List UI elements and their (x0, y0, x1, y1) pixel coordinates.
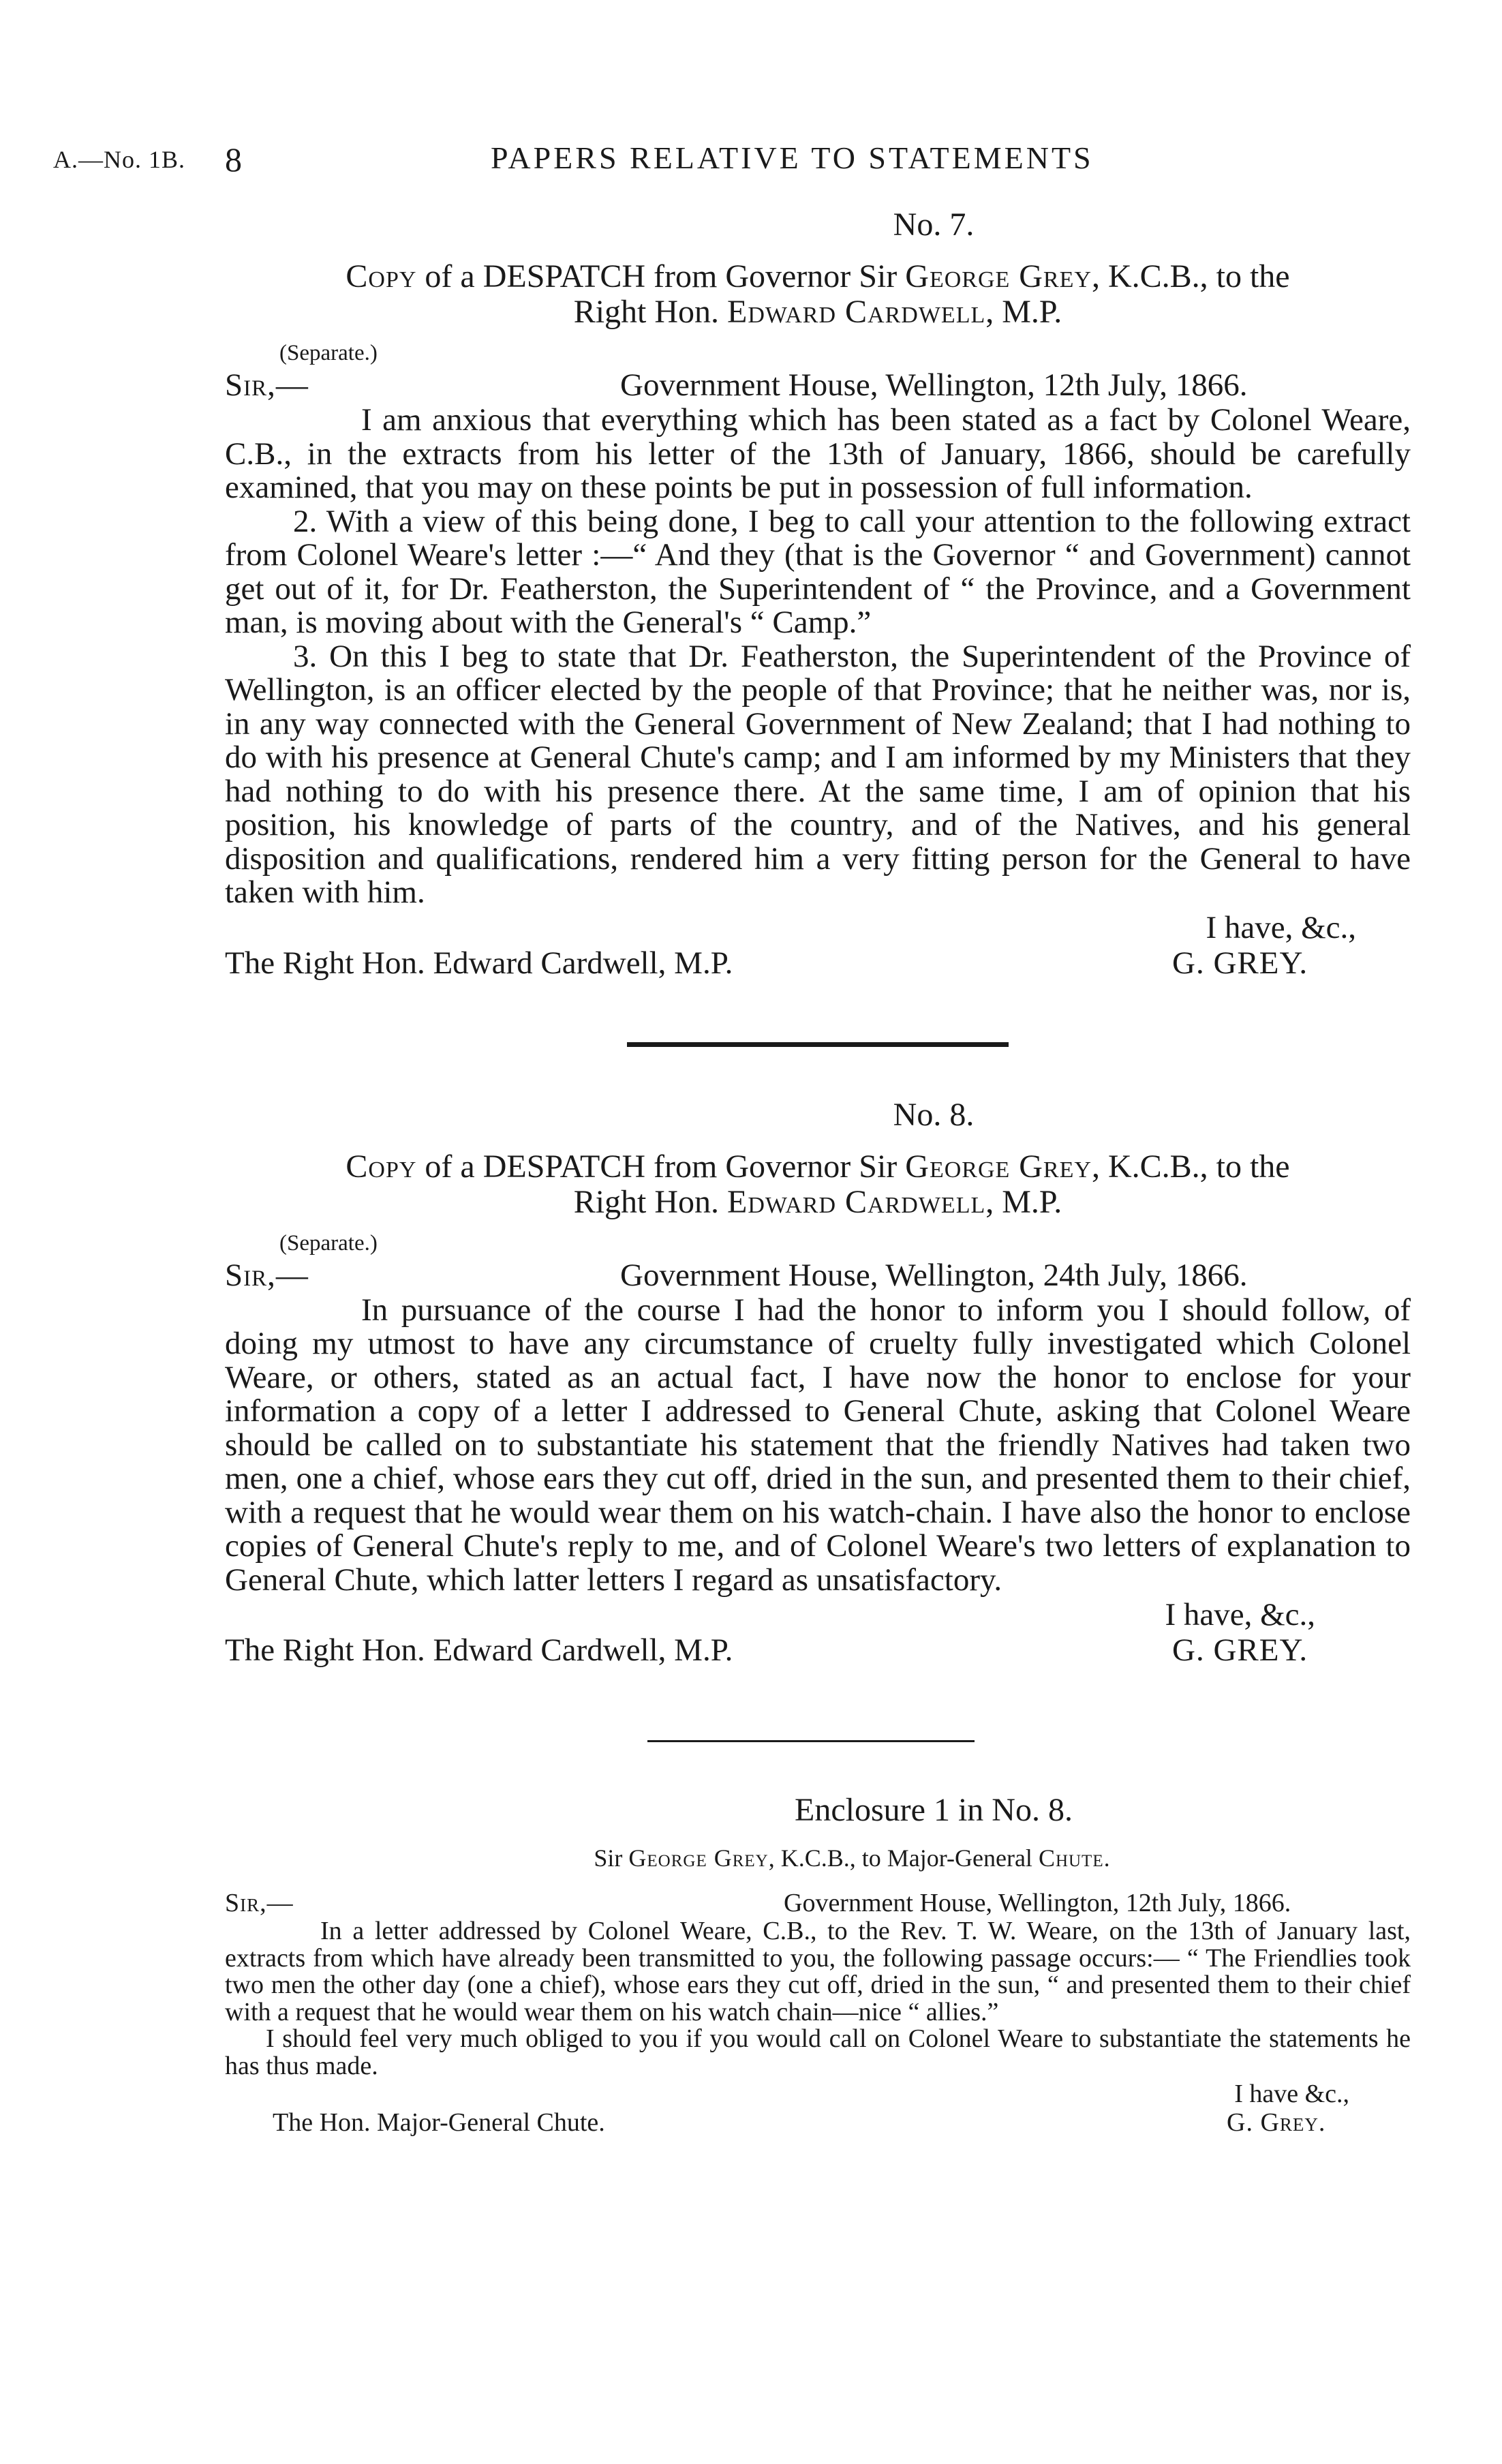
letter-no-8 (225, 1095, 1411, 1669)
heading-text: of a DESPATCH from Governor Sir (416, 258, 906, 294)
dateline: Government House, Wellington, 12th July, 1866. (620, 367, 1248, 403)
heading-recipient: Chute (1038, 1844, 1104, 1872)
heading-text: , M.P. (985, 1183, 1062, 1220)
paragraph-3: 3. On this I beg to state that Dr. Featherston, the Superintendent of the Province of Wellington, is an officer elected by the people of that Province; that he neither was, nor is, in any way connected with the General Government of New Zealand; that I had nothing to do with his presence at General Chute's camp; and I am informed by my Ministers that they had nothing to do with his presence there. At the same time, I am of opinion that his position, his knowledge of parts of the country, and of the Natives, and his general disposition and qualifications, rendered him a very fitting person for the General to have taken with him. (225, 638, 1411, 910)
paragraph-1: I am anxious that everything which has been stated as a fact by Colonel Weare, C.B., in the extracts from his letter of the 13th of January, 1866, should be carefully examined, that you may on these points be put in possession of full information. (225, 402, 1411, 505)
addressee: The Hon. Major-General Chute. (273, 2108, 605, 2137)
closing: I have, &c., (1206, 909, 1356, 945)
closing: I have &c., (1234, 2080, 1349, 2108)
heading-text: , M.P. (985, 294, 1062, 330)
heading-text: , K.C.B., to Major-General (768, 1844, 1039, 1872)
closing-row (225, 1597, 1411, 1632)
document-reference: A.—No. 1B. (53, 146, 186, 173)
heading-text: , K.C.B., to the (1091, 258, 1290, 294)
signature-period: . (1318, 2108, 1326, 2137)
heading-sender: George Grey (628, 1844, 769, 1872)
salutation: Sir,— (225, 367, 309, 403)
paragraph-1: In pursuance of the course I had the honor to inform you I should follow, of doing my utmost to have any circumstance of cruelty fully investigated which Colonel Weare, or others, stated as an actual fact, I have now the honor to enclose for your information a copy of a letter I addressed to General Chute, asking that Colonel Weare should be called on to substantiate his statement that the friendly Natives had taken two men, one a chief, whose ears they cut off, dried in the sun, and presented them to their chief, with a request that he would wear them on his watch-chain. I have also the honor to enclose copies of General Chute's reply to me, and of Colonel Weare's two letters of explanation to General Chute, which latter letters I regard as unsatisfactory. (225, 1292, 1411, 1598)
enclosure-heading (293, 1843, 1411, 1873)
letter-no-7 (225, 204, 1411, 981)
paragraph-2: 2. With a view of this being done, I beg to call your attention to the following extract from Colonel Weare's letter :—“ And they (that is the Governor “ and Government) cannot get out of it, for Dr. Featherston, the Superintendent of “ the Province, and a Government man, is moving about with the General's “ Camp.” (225, 503, 1411, 640)
heading-text: of a DESPATCH from Governor Sir (416, 1148, 906, 1185)
signature-surname: Grey (1260, 2108, 1319, 2137)
signature-initial: G. (1227, 2108, 1261, 2137)
letter-number: No. 8. (893, 1096, 975, 1133)
addressee: The Right Hon. Edward Cardwell, M.P. (225, 1632, 733, 1668)
addressee-row (225, 2108, 1411, 2137)
main-content (225, 204, 1411, 2137)
heading-recipient: Edward Cardwell (727, 294, 986, 330)
heading-text: Right Hon. (573, 294, 728, 330)
section-divider (647, 1740, 975, 1742)
heading-copy: Copy (346, 258, 417, 294)
heading-copy: Copy (346, 1148, 417, 1185)
letter-heading (225, 1149, 1411, 1220)
letter-number: No. 7. (893, 207, 975, 243)
salutation: Sir,— (225, 1889, 294, 1917)
closing: I have, &c., (1165, 1597, 1315, 1632)
heading-sender: George Grey (905, 1148, 1092, 1185)
dateline: Government House, Wellington, 12th July, 1866. (784, 1889, 1291, 1917)
running-title: PAPERS RELATIVE TO STATEMENTS (491, 140, 1094, 175)
enclosure-title: Enclosure 1 in No. 8. (795, 1792, 1073, 1828)
section-divider (627, 1042, 1009, 1047)
addressee: The Right Hon. Edward Cardwell, M.P. (225, 945, 733, 981)
letter-heading (225, 259, 1411, 330)
running-head (0, 140, 1502, 181)
heading-text: . (1103, 1844, 1110, 1872)
salutation-row (225, 1888, 1411, 1918)
enclosure-1 (225, 1790, 1411, 2137)
dateline: Government House, Wellington, 24th July, 1866. (620, 1257, 1248, 1293)
closing-row (225, 2080, 1411, 2108)
paragraph-2: I should feel very much obliged to you if you would call on Colonel Weare to substantiate the statements he has thus made. (225, 2024, 1411, 2080)
salutation: Sir,— (225, 1257, 309, 1293)
separate-label: (Separate.) (279, 1230, 378, 1256)
heading-text: , K.C.B., to the (1091, 1148, 1290, 1185)
salutation-row (225, 1257, 1411, 1294)
addressee-row (225, 1632, 1411, 1668)
signature: G. GREY. (1172, 945, 1308, 981)
signature (1227, 2108, 1325, 2137)
heading-text: Sir (594, 1844, 629, 1872)
salutation-row (225, 367, 1411, 404)
heading-text: Right Hon. (573, 1183, 728, 1220)
separate-label: (Separate.) (279, 341, 378, 365)
heading-recipient: Edward Cardwell (727, 1183, 986, 1220)
closing-row (225, 910, 1411, 945)
page-number: 8 (225, 140, 242, 179)
signature: G. GREY. (1172, 1632, 1308, 1668)
paragraph-1: In a letter addressed by Colonel Weare, C.B., to the Rev. T. W. Weare, on the 13th of January last, extracts from which have already been transmitted to you, the following passage occurs:— “ The Friendlies took two men the other day (one a chief), whose ears they cut off, dried in the sun, “ and presented them to their chief with a request that he would wear them on his watch chain—nice “ allies.” (225, 1917, 1411, 2026)
addressee-row (225, 945, 1411, 981)
heading-sender: George Grey (905, 258, 1092, 294)
